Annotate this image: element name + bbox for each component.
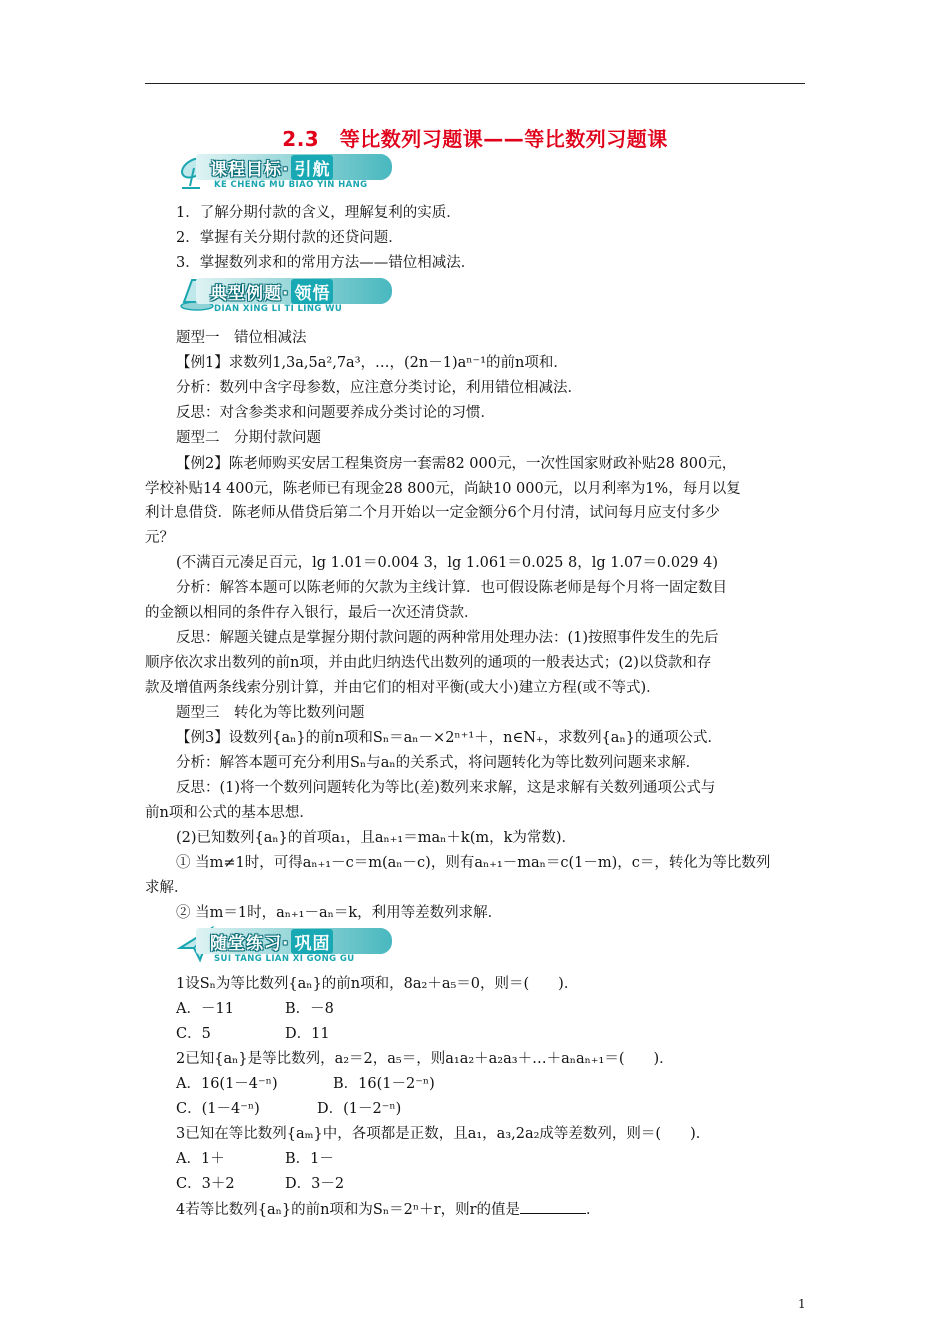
analysis-text: 分析：数列中含字母参数，应注意分类讨论，利用错位相减法． — [176, 380, 582, 396]
option-c: C．3＋2 — [176, 1176, 235, 1192]
option-c: C．(1－4⁻ⁿ) — [176, 1101, 260, 1117]
banner-course-goals: 课程目标· 引航 KE CHENG MU BIAO YIN HANG — [176, 148, 406, 196]
option-a: A．16(1－4⁻ⁿ) — [176, 1076, 278, 1092]
example-2-line: 【例2】陈老师购买安居工程集资房一套需82 000元，一次性国家财政补贴28 800元， — [176, 456, 737, 472]
option-d: D．3－2 — [285, 1176, 345, 1192]
section-heading: 题型三 转化为等比数列问题 — [176, 705, 365, 721]
option-c: C．5 — [176, 1026, 211, 1042]
case-1: 求解． — [145, 880, 189, 896]
goal-item: 3．掌握数列求和的常用方法——错位相减法． — [176, 255, 476, 271]
option-b: B．16(1－2⁻ⁿ) — [333, 1076, 435, 1092]
example-2-line: 利计息借贷．陈老师从借贷后第二个月开始以一定金额分6个月付清，试问每月应支付多少 — [145, 505, 720, 521]
option-b: B．1－ — [285, 1151, 334, 1167]
section-heading: 题型一 错位相减法 — [176, 330, 307, 346]
reflection-text: 顺序依次求出数列的前n项，并由此归纳迭代出数列的通项的一般表达式；(2)以贷款和存 — [145, 655, 712, 671]
example-2-line: 学校补贴14 400元，陈老师已有现金28 800元，尚缺10 000元，以月利率为1%，每月以复 — [145, 481, 741, 497]
page-title: 2.3 等比数列习题课——等比数列习题课 — [282, 127, 668, 151]
analysis-text: 分析：解答本题可充分利用Sₙ与aₙ的关系式，将问题转化为等比数列问题来求解． — [176, 755, 701, 771]
practice-question-3: 3已知在等比数列{aₘ}中，各项都是正数，且a₁，a₃,2a₂成等差数列，则＝( )． — [176, 1126, 711, 1142]
option-a: A．－11 — [176, 1001, 234, 1017]
reflection-text: (2)已知数列{aₙ}的首项a₁，且aₙ₊₁＝maₙ＋k(m，k为常数)． — [176, 830, 577, 846]
case-2: ② 当m＝1时，aₙ₊₁－aₙ＝k，利用等差数列求解． — [176, 905, 503, 921]
banner-pinyin: SUI TANG LIAN XI GONG GU — [214, 954, 355, 964]
question-text: 4若等比数列{aₙ}的前n项和为Sₙ＝2ⁿ＋r，则r的值是 — [176, 1202, 520, 1218]
example-2-line: 元？ — [145, 530, 174, 546]
reflection-text: 反思：(1)将一个数列问题转化为等比(差)数列来求解，这是求解有关数列通项公式与 — [176, 780, 716, 796]
banner-tag: 引航 — [291, 155, 333, 180]
case-1: ① 当m≠1时，可得aₙ₊₁－c＝m(aₙ－c)，则有aₙ₊₁－maₙ＝c(1－m)，c＝，转化为等比数列 — [176, 855, 771, 871]
goal-item: 2．掌握有关分期付款的还贷问题． — [176, 230, 403, 246]
page-number: 1 — [798, 1297, 806, 1311]
answer-blank[interactable] — [520, 1199, 586, 1214]
example-2-note: (不满百元凑足百元，lg 1.01＝0.004 3，lg 1.061＝0.025 8，lg 1.07＝0.029 4) — [176, 555, 719, 571]
question-end: ． — [586, 1202, 601, 1218]
example-3: 【例3】设数列{aₙ}的前n项和Sₙ＝aₙ－×2ⁿ⁺¹＋，n∈N₊，求数列{aₙ}的通项公式． — [176, 730, 722, 746]
section-heading: 题型二 分期付款问题 — [176, 430, 321, 446]
reflection-text: 前n项和公式的基本思想． — [145, 805, 314, 821]
practice-question-1: 1设Sₙ为等比数列{aₙ}的前n项和，8a₂＋a₅＝0，则＝( )． — [176, 976, 579, 992]
banner-pinyin: DIAN XING LI TI LING WU — [214, 304, 343, 314]
header-rule — [145, 83, 805, 84]
practice-question-2: 2已知{aₙ}是等比数列，a₂＝2，a₅＝，则a₁a₂＋a₂a₃＋…＋aₙaₙ₊₁＝( )． — [176, 1051, 674, 1067]
example-1: 【例1】求数列1,3a,5a²,7a³，…，(2n－1)aⁿ⁻¹的前n项和． — [176, 355, 568, 371]
goal-item: 1．了解分期付款的含义，理解复利的实质． — [176, 205, 461, 221]
option-b: B．－8 — [285, 1001, 334, 1017]
banner-class-practice: 随堂练习· 巩固 SUI TANG LIAN XI GONG GU — [176, 922, 406, 970]
banner-typical-examples: 典型例题· 领悟 DIAN XING LI TI LING WU — [176, 272, 406, 320]
reflection-text: 反思：对含参类求和问题要养成分类讨论的习惯． — [176, 405, 495, 421]
banner-tag: 领悟 — [291, 279, 333, 304]
banner-heading: 典型例题 — [210, 284, 282, 304]
reflection-text: 款及增值两条线索分别计算，并由它们的相对平衡(或大小)建立方程(或不等式)． — [145, 680, 661, 696]
banner-pinyin: KE CHENG MU BIAO YIN HANG — [214, 180, 368, 190]
analysis-text: 的金额以相同的条件存入银行，最后一次还清贷款． — [145, 605, 479, 621]
banner-heading: 随堂练习 — [210, 934, 282, 954]
option-a: A．1＋ — [176, 1151, 225, 1167]
option-d: D．11 — [285, 1026, 330, 1042]
banner-tag: 巩固 — [291, 929, 333, 954]
practice-question-4 — [176, 1199, 601, 1220]
option-d: D．(1－2⁻ⁿ) — [317, 1101, 402, 1117]
reflection-text: 反思：解题关键点是掌握分期付款问题的两种常用处理办法：(1)按照事件发生的先后 — [176, 630, 719, 646]
banner-heading: 课程目标 — [210, 160, 282, 180]
analysis-text: 分析：解答本题可以陈老师的欠款为主线计算．也可假设陈老师是每个月将一固定数目 — [176, 580, 727, 596]
